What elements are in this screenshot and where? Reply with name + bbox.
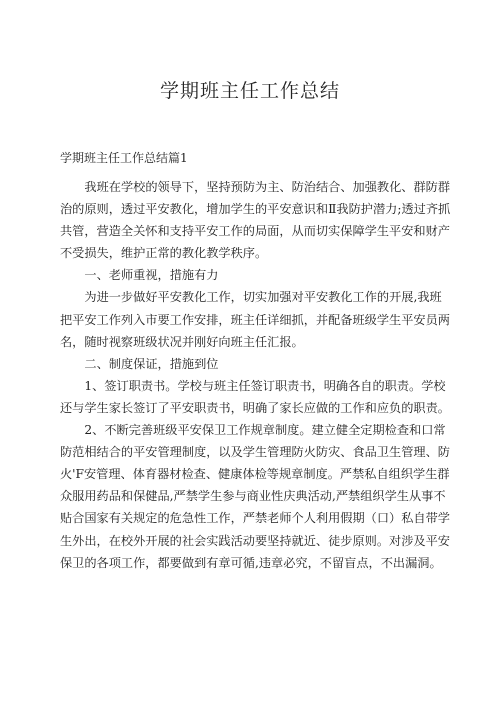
- paragraph-line: 还与学生家长签订了平安职责书，明确了家长应做的工作和应负的职责。: [60, 400, 450, 415]
- document-title: 学期班主任工作总结: [159, 80, 340, 102]
- paragraph: [60, 353, 440, 375]
- paragraph: [60, 286, 450, 352]
- paragraph-line: 火'F安管理、体育器材检查、健康体检等规章制度。严禁私自组织学生群: [60, 467, 450, 482]
- paragraph-line: 一、老师重视，措施有力: [84, 268, 219, 283]
- paragraph-line: 为进一步做好平安教化工作，切实加强对平安教化工作的开展,我班: [84, 290, 442, 305]
- paragraph-line: 1、签订职责书。学校与班主任签订职责书，明确各自的职责。学校: [84, 378, 446, 393]
- paragraph-line: 生外出，在校外开展的社会实践活动要坚持就近、徒步原则。对涉及平安: [60, 533, 450, 548]
- paragraph: [60, 375, 450, 419]
- paragraph-line: 保卫的各项工作，都要做到有章可循,违章必究，不留盲点，不出漏洞。: [60, 555, 442, 570]
- paragraph-line: 把平安工作列入市要工作安排，班主任详细抓，并配备班级学生平安员两: [60, 312, 450, 327]
- paragraph: [60, 419, 450, 574]
- paragraph-line: 防范相结合的平安管理制度，以及学生管理防火防灾、食品卫生管理、防: [60, 445, 450, 460]
- paragraph-line: 贴合国家有关规定的危急性工作，严禁老师个人利用假期（口）私自带学: [60, 511, 450, 526]
- document-body: [60, 176, 451, 574]
- paragraph-line: 不受损失，维护正常的教化教学秩序。: [60, 246, 268, 261]
- paragraph-line: 我班在学校的领导下，坚持预防为主、防治结合、加强教化、群防群: [84, 180, 451, 194]
- paragraph-line: 共管，营造全关怀和支持平安工作的局面，从而切实保障学生平安和财产: [60, 224, 450, 239]
- paragraph: [60, 264, 440, 286]
- document-subtitle: 学期班主任工作总结篇1: [60, 151, 188, 165]
- paragraph-line: 二、制度保证，措施到位: [84, 356, 219, 371]
- paragraph-line: 名，随时视察班级状况并刚好向班主任汇报。: [60, 334, 304, 349]
- paragraph-line: 治的原则，透过平安教化，增加学生的平安意识和Ⅱ我防护潜力;透过齐抓: [60, 202, 451, 217]
- paragraph-line: 众服用药品和保健品,严禁学生参与商业性庆典活动,严禁组织学生从事不: [60, 489, 446, 504]
- paragraph: [60, 176, 451, 264]
- paragraph-line: 2、不断完善班级平安保卫工作规章制度。建立健全定期检查和口常: [84, 423, 446, 438]
